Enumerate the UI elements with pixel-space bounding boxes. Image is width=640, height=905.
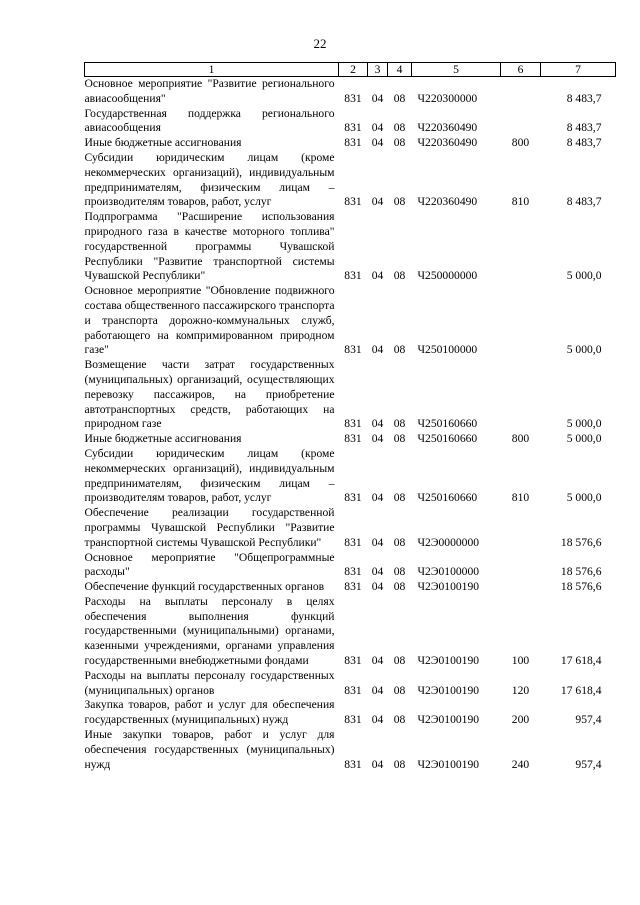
- row-target-article: Ч2Э0100190: [417, 757, 480, 771]
- row-section: 04: [371, 683, 384, 697]
- table-row: [85, 580, 616, 595]
- row-amount: 17 618,4: [560, 654, 602, 668]
- column-header-7: 7: [541, 63, 616, 77]
- row-section: 04: [371, 580, 384, 594]
- table-row: [85, 698, 616, 728]
- row-expense-type: [501, 210, 541, 284]
- row-target-article: Ч250160660: [417, 417, 478, 431]
- row-subsection: 08: [393, 195, 406, 209]
- row-name: Иные бюджетные ассигнования: [84, 136, 242, 150]
- page-number: 22: [313, 36, 327, 51]
- row-amount: 5 000,0: [566, 491, 602, 505]
- row-target-article: Ч2Э0100190: [417, 683, 480, 697]
- row-subsection: 08: [393, 565, 406, 579]
- row-amount: 5 000,0: [566, 343, 602, 357]
- row-expense-type: 100: [511, 654, 530, 668]
- table-row: [85, 358, 616, 432]
- row-amount: 5 000,0: [566, 432, 602, 446]
- row-amount: 8 483,7: [566, 121, 602, 135]
- row-name: Подпрограмма "Расширение использования природного газа в качестве моторного топлива" государственной программы Чувашской Республики "Развитие транспортной системы Чувашской Республики": [84, 210, 335, 283]
- row-section: 04: [371, 654, 384, 668]
- table-row: [85, 595, 616, 669]
- row-subsection: 08: [393, 343, 406, 357]
- row-subsection: 08: [393, 417, 406, 431]
- table-row: [85, 107, 616, 137]
- row-name: Закупка товаров, работ и услуг для обеспечения государственных (муниципальных) нужд: [84, 698, 335, 727]
- row-subsection: 08: [393, 713, 406, 727]
- row-admin-code: 831: [344, 757, 362, 771]
- row-section: 04: [371, 757, 384, 771]
- row-section: 04: [371, 121, 384, 135]
- row-amount: 18 576,6: [560, 565, 602, 579]
- row-amount: 957,4: [575, 757, 602, 771]
- row-expense-type: 800: [511, 432, 530, 446]
- row-section: 04: [371, 417, 384, 431]
- row-target-article: Ч250160660: [417, 432, 478, 446]
- row-target-article: Ч220360490: [417, 195, 478, 209]
- row-amount: 8 483,7: [566, 91, 602, 105]
- row-section: 04: [371, 713, 384, 727]
- row-expense-type: [501, 358, 541, 432]
- table-row: [85, 77, 616, 107]
- row-admin-code: 831: [344, 91, 362, 105]
- row-name: Иные закупки товаров, работ и услуг для обеспечения государственных (муниципальных) нужд: [84, 728, 335, 771]
- row-expense-type: [501, 580, 541, 595]
- row-target-article: Ч2Э0000000: [417, 535, 480, 549]
- table-header: [85, 63, 616, 77]
- row-section: 04: [371, 432, 384, 446]
- row-section: 04: [371, 195, 384, 209]
- row-name: Государственная поддержка регионального авиасообщения: [84, 106, 335, 135]
- row-expense-type: [501, 77, 541, 107]
- row-expense-type: 120: [511, 683, 530, 697]
- row-name: Обеспечение реализации государственной программы Чувашской Республики "Развитие транспортной системы Чувашской Республики": [84, 506, 335, 549]
- row-admin-code: 831: [344, 580, 362, 594]
- row-name: Основное мероприятие "Общепрограммные расходы": [84, 550, 335, 579]
- row-subsection: 08: [393, 535, 406, 549]
- row-amount: 8 483,7: [566, 136, 602, 150]
- table-row: [85, 284, 616, 358]
- table-row: [85, 210, 616, 284]
- row-target-article: Ч220300000: [417, 91, 478, 105]
- table-row: [85, 506, 616, 550]
- row-name: Иные бюджетные ассигнования: [84, 432, 242, 446]
- row-target-article: Ч250100000: [417, 343, 478, 357]
- column-header-6: 6: [501, 63, 541, 77]
- row-admin-code: 831: [344, 343, 362, 357]
- column-header-5: 5: [412, 63, 501, 77]
- row-admin-code: 831: [344, 713, 362, 727]
- row-target-article: Ч220360490: [417, 121, 478, 135]
- table-row: [85, 669, 616, 699]
- row-name: Расходы на выплаты персоналу в целях обеспечения выполнения функций государственными (муниципальными) органами, казенными учреждениями, органами управления государственными внебюджетными фондами: [84, 594, 335, 668]
- row-target-article: Ч2Э0100190: [417, 654, 480, 668]
- row-name: Основное мероприятие "Развитие регионального авиасообщения": [84, 77, 335, 105]
- column-header-3: 3: [368, 63, 388, 77]
- row-amount: 17 618,4: [560, 683, 602, 697]
- row-section: 04: [371, 91, 384, 105]
- row-expense-type: [501, 551, 541, 581]
- table-row: [85, 728, 616, 772]
- table-body: [85, 77, 616, 773]
- row-section: 04: [371, 565, 384, 579]
- table-row: [85, 136, 616, 151]
- row-name: Основное мероприятие "Обновление подвижного состава общественного пассажирского транспорта и транспорта дорожно-коммунальных служб, работающего на компримированном природном газе": [84, 284, 335, 357]
- row-admin-code: 831: [344, 417, 362, 431]
- row-admin-code: 831: [344, 136, 362, 150]
- row-expense-type: 240: [511, 757, 530, 771]
- row-amount: 5 000,0: [566, 417, 602, 431]
- row-section: 04: [371, 535, 384, 549]
- row-subsection: 08: [393, 757, 406, 771]
- row-name: Субсидии юридическим лицам (кроме некоммерческих организаций), индивидуальным предпринимателям, физическим лицам – производителям товаров, работ, услуг: [84, 446, 335, 505]
- row-section: 04: [371, 343, 384, 357]
- row-target-article: Ч220360490: [417, 136, 478, 150]
- row-amount: 18 576,6: [560, 535, 602, 549]
- row-subsection: 08: [393, 91, 406, 105]
- row-expense-type: 810: [511, 491, 530, 505]
- row-amount: 8 483,7: [566, 195, 602, 209]
- row-section: 04: [371, 136, 384, 150]
- row-subsection: 08: [393, 269, 406, 283]
- row-expense-type: [501, 107, 541, 137]
- row-admin-code: 831: [344, 269, 362, 283]
- row-subsection: 08: [393, 136, 406, 150]
- row-name: Возмещение части затрат государственных (муниципальных) организаций, осуществляющих перевозку пассажиров, на приобретение автотранспортных средств, работающих на природном газе: [84, 358, 335, 431]
- table-row: [85, 447, 616, 506]
- row-subsection: 08: [393, 432, 406, 446]
- row-target-article: Ч250000000: [417, 269, 478, 283]
- table-row: [85, 432, 616, 447]
- row-subsection: 08: [393, 580, 406, 594]
- budget-table: [84, 62, 616, 772]
- table-row: [85, 551, 616, 581]
- row-admin-code: 831: [344, 683, 362, 697]
- row-admin-code: 831: [344, 565, 362, 579]
- row-subsection: 08: [393, 654, 406, 668]
- row-admin-code: 831: [344, 491, 362, 505]
- row-admin-code: 831: [344, 195, 362, 209]
- row-section: 04: [371, 269, 384, 283]
- column-header-1: 1: [85, 63, 339, 77]
- row-target-article: Ч2Э0100000: [417, 565, 480, 579]
- row-target-article: Ч2Э0100190: [417, 713, 480, 727]
- row-subsection: 08: [393, 121, 406, 135]
- row-amount: 18 576,6: [560, 580, 602, 594]
- row-subsection: 08: [393, 491, 406, 505]
- row-expense-type: 200: [511, 713, 530, 727]
- row-amount: 957,4: [575, 713, 602, 727]
- row-section: 04: [371, 491, 384, 505]
- row-name: Обеспечение функций государственных органов: [84, 580, 325, 594]
- column-header-4: 4: [388, 63, 412, 77]
- row-name: Расходы на выплаты персоналу государственных (муниципальных) органов: [84, 668, 335, 697]
- row-target-article: Ч250160660: [417, 491, 478, 505]
- row-expense-type: 810: [511, 195, 530, 209]
- row-admin-code: 831: [344, 432, 362, 446]
- row-admin-code: 831: [344, 654, 362, 668]
- row-amount: 5 000,0: [566, 269, 602, 283]
- row-expense-type: [501, 506, 541, 550]
- row-expense-type: [501, 284, 541, 358]
- row-subsection: 08: [393, 683, 406, 697]
- column-header-2: 2: [339, 63, 368, 77]
- row-admin-code: 831: [344, 535, 362, 549]
- table-row: [85, 151, 616, 210]
- row-target-article: Ч2Э0100190: [417, 580, 480, 594]
- row-admin-code: 831: [344, 121, 362, 135]
- row-name: Субсидии юридическим лицам (кроме некоммерческих организаций), индивидуальным предпринимателям, физическим лицам – производителям товаров, работ, услуг: [84, 150, 335, 209]
- row-expense-type: 800: [511, 136, 530, 150]
